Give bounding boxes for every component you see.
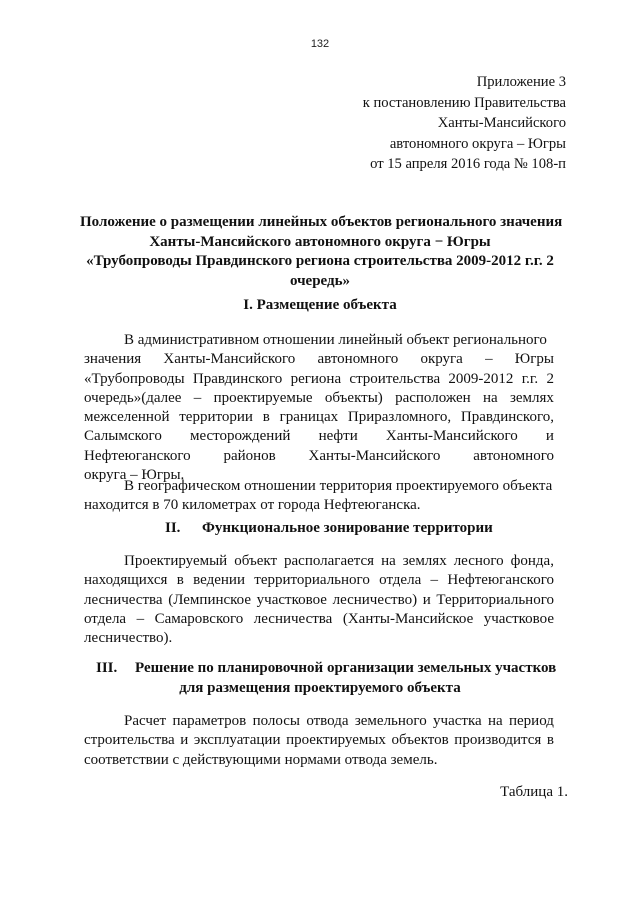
word: расположен (395, 389, 471, 406)
word: Расчет (124, 713, 167, 729)
approval-line: автономного округа – Югры (389, 135, 566, 152)
word: участковое (483, 610, 554, 627)
word: Проектируемый (124, 553, 228, 569)
approval-line: от 15 апреля 2016 года № 108-п (370, 156, 566, 172)
section-2-number: II. (165, 520, 181, 536)
word: Ханты-Мансийского (308, 447, 441, 464)
word: проектируемых (286, 732, 386, 749)
word: Югры (514, 351, 554, 368)
section-1-heading: I. Размещение объекта (243, 297, 397, 313)
word: месторождений (189, 428, 291, 445)
title-line: Положение о размещении линейных объектов регионального значения (80, 214, 563, 230)
text-line (84, 712, 554, 731)
word: отдела (84, 610, 127, 627)
word: землях (509, 389, 554, 406)
text-line (84, 552, 554, 571)
approval-line: Ханты-Мансийского (437, 115, 566, 131)
text-line: В административном отношении линейный объект регионального (124, 332, 547, 348)
text-line: округа – Югры. (84, 467, 185, 484)
section-2-heading: Функциональное зонирование территории (202, 520, 493, 536)
word: полосы (252, 713, 301, 729)
table-caption: Таблица 1. (500, 784, 568, 800)
word: участка (433, 713, 482, 729)
section-3-number: III. (96, 660, 118, 676)
section-1-paragraph-1 (84, 331, 554, 485)
word: Салымского (84, 428, 162, 445)
word: земельного (354, 713, 427, 729)
text-line (84, 408, 554, 427)
word: проектируемые (213, 389, 313, 406)
word: на (482, 389, 498, 406)
word: объекты) (324, 389, 383, 406)
word: объектов (391, 732, 449, 749)
word: районов (223, 447, 276, 464)
word: очередь»(далее (84, 389, 182, 406)
word: Нефтеюганского (447, 572, 554, 589)
word: (Ханты-Мансийское (342, 610, 474, 627)
section-1-paragraph-2 (84, 477, 554, 516)
word: в (176, 572, 184, 589)
word: Самаровского (154, 610, 244, 627)
document-title (80, 213, 563, 291)
word: Приразломного, (347, 409, 452, 426)
word: – (485, 351, 493, 368)
word: 2 (546, 370, 554, 387)
word: участковое (256, 591, 327, 608)
word: располагается (284, 553, 375, 569)
word: территории (179, 409, 253, 426)
word: Ханты-Мансийского (163, 351, 296, 368)
word: лесного (453, 553, 504, 569)
word: значения (84, 351, 142, 368)
word: – (430, 572, 439, 589)
word: в (546, 732, 554, 749)
word: производится (454, 732, 542, 749)
word: в (262, 409, 270, 426)
word: автономного (317, 351, 399, 368)
word: параметров (172, 713, 247, 729)
word: лесничество) (332, 591, 418, 608)
word: межселенной (84, 409, 170, 426)
word: строительства (84, 732, 175, 749)
word: региона (290, 370, 342, 387)
word: (Лемпинское (168, 591, 252, 608)
word: округа (420, 351, 463, 368)
text-line: находится в 70 километрах от города Нефтеюганска. (84, 497, 421, 514)
word: «Трубопроводы (84, 370, 185, 387)
section-3-heading-line-1: Решение по планировочной организации земельных участков (135, 660, 557, 676)
word: Нефтеюганского (84, 447, 191, 464)
word: отвода (306, 713, 349, 729)
text-line: соответствии с действующими нормами отвода земель. (84, 751, 438, 768)
word: лесничества (253, 610, 333, 627)
word: землях (402, 553, 447, 569)
approval-block (363, 72, 566, 175)
word: территориального (254, 572, 370, 589)
section-3-paragraph (84, 712, 554, 770)
text-line (84, 427, 554, 446)
text-line (84, 389, 554, 408)
word: период (508, 713, 554, 729)
word: объект (234, 553, 278, 569)
word: эксплуатации (193, 732, 281, 749)
word: находящихся (84, 572, 168, 589)
word: и (545, 428, 554, 445)
word: на (381, 553, 396, 569)
word: Территориального (436, 591, 554, 608)
text-line (84, 571, 554, 590)
text-line (84, 350, 554, 369)
word: и (422, 591, 431, 608)
word: – (193, 389, 202, 406)
word: Правдинского (192, 370, 283, 387)
word: автономного (473, 447, 554, 464)
text-line (84, 447, 554, 466)
word: – (136, 610, 145, 627)
section-3-heading-line-2: для размещения проектируемого объекта (179, 680, 461, 696)
text-line: В географическом отношении территория проектируемого объекта (124, 478, 553, 494)
page-number: 132 (310, 38, 330, 50)
word: отдела (379, 572, 422, 589)
text-line (84, 591, 554, 610)
text-line (84, 370, 554, 389)
word: г.г. (521, 370, 539, 387)
word: фонда, (510, 553, 554, 569)
word: строительства (349, 370, 441, 387)
word: на (487, 713, 503, 729)
text-line: лесничество). (84, 630, 173, 647)
approval-line: Приложение 3 (476, 74, 566, 90)
section-2-paragraph (84, 552, 554, 648)
title-line: очередь» (289, 272, 351, 289)
word: Ханты-Мансийского (385, 428, 518, 445)
word: лесничества (84, 591, 163, 608)
title-line: «Трубопроводы Правдинского региона строительства 2009-2012 г.г. 2 (86, 253, 554, 269)
title-line: Ханты-Мансийского автономного округа − Югры (149, 233, 491, 250)
word: границах (279, 409, 339, 426)
approval-line: к постановлению Правительства (362, 94, 566, 111)
word: ведении (193, 572, 245, 589)
text-line (84, 731, 554, 750)
word: нефти (318, 428, 358, 445)
word: 2009-2012 (448, 370, 514, 387)
text-line (84, 610, 554, 629)
word: Правдинского, (460, 409, 554, 426)
word: и (180, 732, 189, 749)
